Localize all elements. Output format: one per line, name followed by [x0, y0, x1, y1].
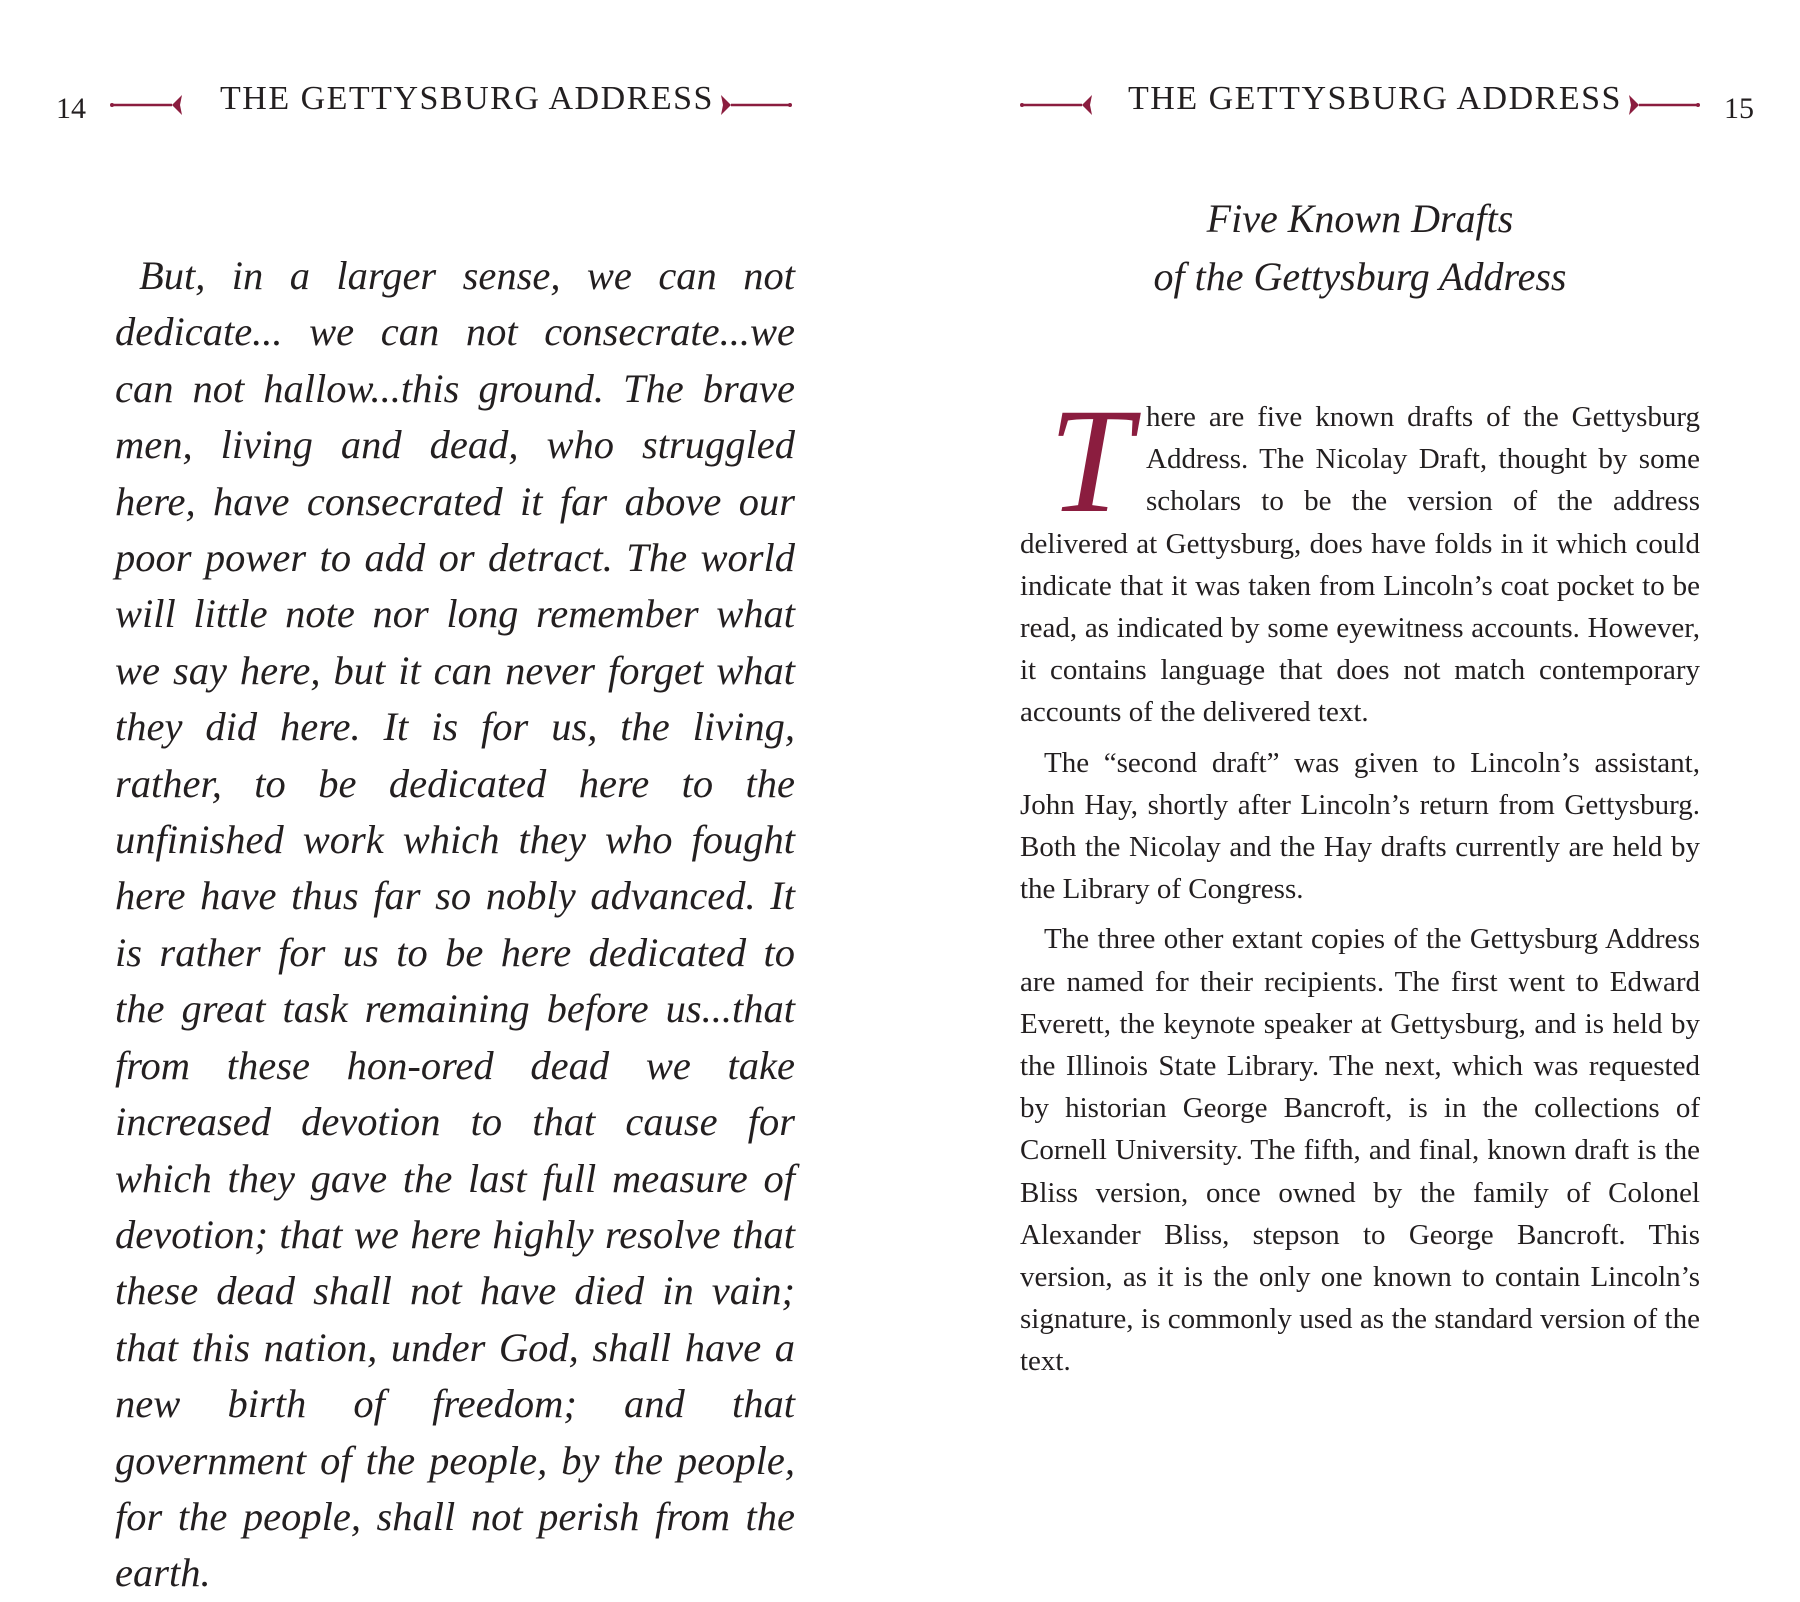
- ornament-right-of-head-left-page: [718, 91, 793, 119]
- running-head-left: THE GETTYSBURG ADDRESS: [220, 80, 714, 117]
- paragraph-1-text: here are five known drafts of the Gettysburg Address. The Nicolay Draft, thought by some scholars to be the version of the address delivered at Gettysburg, does have folds in it which could indicate that it was taken from Lincoln’s coat pocket to be read, as indicated by some eyewitness accounts. However, it contains language that does not match contemporary accounts of the delivered text.: [1020, 401, 1700, 729]
- speech-excerpt: But, in a larger sense, we can not dedicate... we can not consecrate...we can not hallow...this ground. The brave men, living and dead, who struggled here, have consecrated it far above our poor power to add or detract. The world will little note nor long remember what we say here, but it can never forget what they did here. It is for us, the living, rather, to be dedicated here to the unfinished work which they who fought here have thus far so nobly advanced. It is rather for us to be here dedicated to the great task remaining before us...that from these hon-ored dead we take increased devotion to that cause for which they gave the last full measure of devotion; that we here highly resolve that these dead shall not have died in vain; that this nation, under God, shall have a new birth of freedom; and that government of the people, by the people, for the people, shall not perish from the earth.: [115, 253, 795, 1596]
- section-title-line-1: Five Known Drafts: [1206, 196, 1514, 241]
- paragraph-3: The three other extant copies of the Gettysburg Address are named for their recipients. The first went to Edward Everett, the keynote speaker at Gettysburg, and is held by the Illinois State Library. The next, which was requested by historian George Bancroft, is in the collections of Cornell University. The fifth, and final, known draft is the Bliss version, once owned by the family of Colonel Alexander Bliss, stepson to George Bancroft. This version, as it is the only one known to contain Lincoln’s signature, is commonly used as the standard version of the text.: [1020, 923, 1700, 1378]
- running-head-right: THE GETTYSBURG ADDRESS: [1128, 80, 1622, 117]
- paragraph-1: [1020, 378, 1700, 734]
- ornament-left-of-head-right-page: [1020, 91, 1095, 119]
- ornament-right-of-head-right-page: [1626, 91, 1701, 119]
- drop-cap: T: [1048, 378, 1132, 544]
- page-number-right: 15: [1724, 92, 1754, 125]
- ornament-left-of-head-left-page: [110, 91, 185, 119]
- body-text: [1020, 378, 1700, 1391]
- paragraph-2: The “second draft” was given to Lincoln’s assistant, John Hay, shortly after Lincoln’s return from Gettysburg. Both the Nicolay and the Hay drafts currently are held by the Library of Congress.: [1020, 746, 1700, 906]
- section-title-line-2: of the Gettysburg Address: [1153, 254, 1567, 299]
- page-number-left: 14: [56, 92, 86, 125]
- section-title: [1020, 190, 1700, 306]
